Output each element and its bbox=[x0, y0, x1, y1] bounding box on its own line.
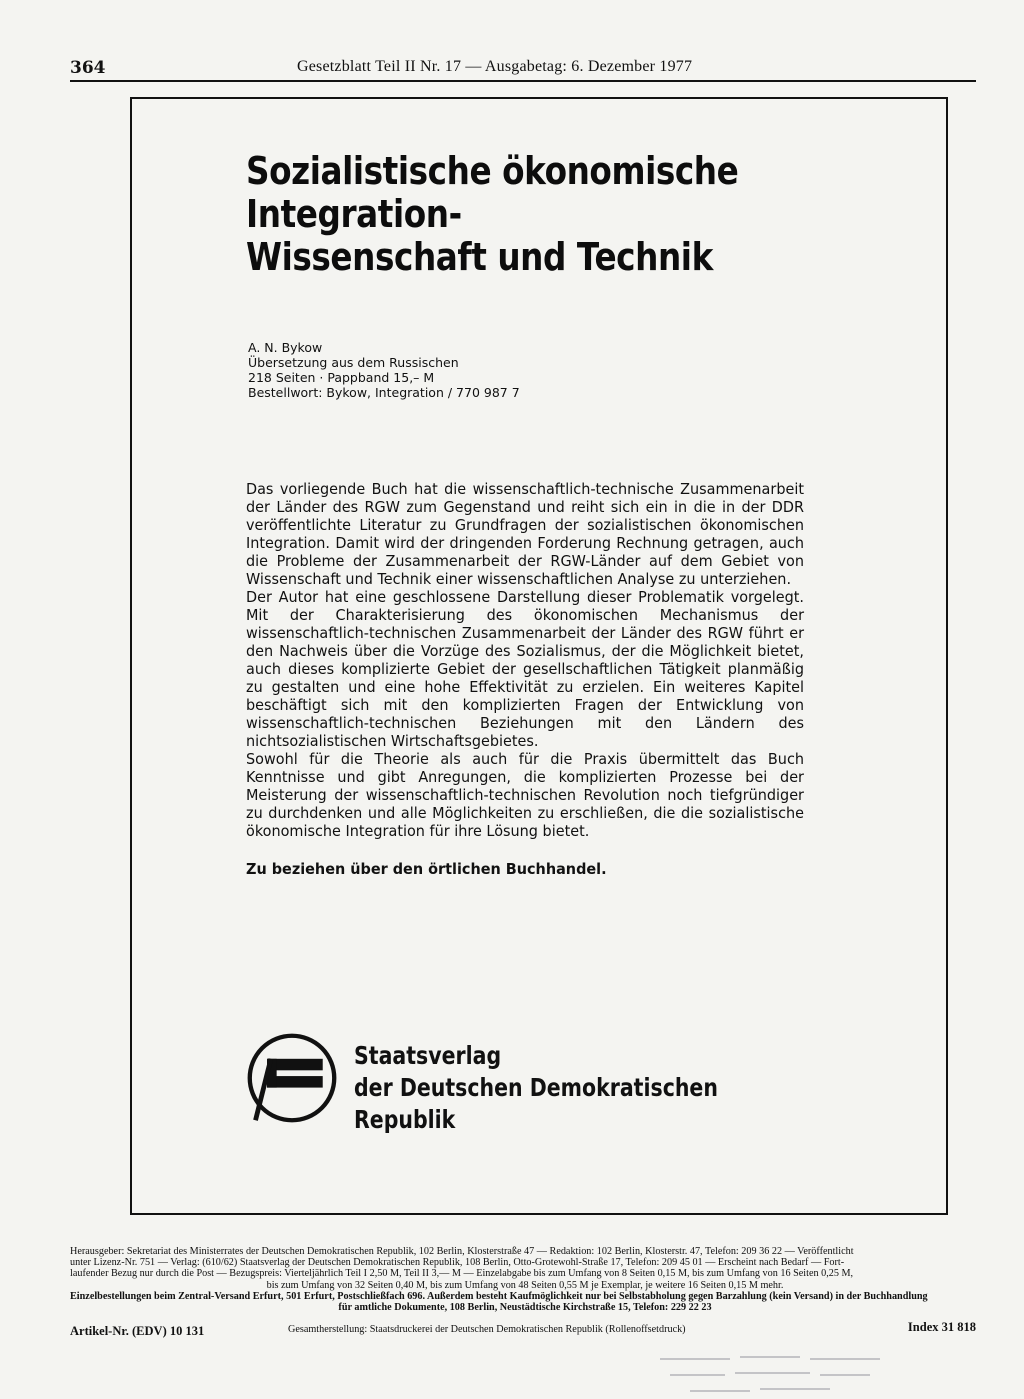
index-number: Index 31 818 bbox=[907, 1320, 976, 1334]
book-author: A. N. Bykow bbox=[248, 340, 323, 355]
paragraph: Das vorliegende Buch hat die wissenschaftlich-technische Zusammenarbeit der Länder des RGW zum Gegenstand und reiht sich ein in die in der DDR veröffentlichte Literatur zu Grundfragen der sozialistischen ökonomischen Integration. Damit wird der dringenden Forderung Rechnung getragen, auch die Probleme der Zusammenarbeit der RGW-Länder auf dem Gebiet von Wissenschaft und Technik einer wissenschaftlichen Analyse zu unterziehen. bbox=[246, 480, 804, 588]
article-number: Artikel-Nr. (EDV) 10 131 bbox=[70, 1324, 205, 1338]
header-rule bbox=[70, 80, 976, 82]
page-number: 364 bbox=[70, 58, 106, 78]
header-title: Gesetzblatt Teil II Nr. 17 — Ausgabetag: 6. Dezember 1977 bbox=[297, 58, 693, 75]
printer-line: Gesamtherstellung: Staatsdruckerei der Deutschen Demokratischen Republik (Rollenoffsetdruck) bbox=[288, 1324, 686, 1335]
paragraph: Der Autor hat eine geschlossene Darstellung dieser Problematik vorgelegt. Mit der Charakterisierung des ökonomischen Mechanismus der wissenschaftlich-technischen Zusammenarbeit der Länder des RGW führt er den Nachweis über die Vorzüge des Sozialismus, der die Möglichkeit bietet, auch dieses komplizierte Gebiet der gesellschaftlichen Tätigkeit planmäßig zu gestalten und eine hohe Effektivität zu erzielen. Ein weiteres Kapitel beschäftigt sich mit den komplizierten Fragen der Entwicklung von wissenschaftlich-technischen Beziehungen mit den Ländern des nichtsozialistischen Wirtschaftsgebietes. bbox=[246, 588, 804, 750]
call-to-action: Zu beziehen über den örtlichen Buchhandel. bbox=[246, 860, 607, 878]
imprint-line: unter Lizenz-Nr. 751 — Verlag: (610/62) Staatsverlag der Deutschen Demokratischen Republik, 108 Berlin, Otto-Grotewohl-Straße 17, Telefon: 209 45 01 — Erscheint nach Bedarf — Fort- bbox=[70, 1257, 845, 1269]
publisher-line: Staatsverlag bbox=[354, 1041, 502, 1070]
publisher-logo-icon bbox=[244, 1030, 340, 1126]
publisher-line: Republik bbox=[354, 1105, 456, 1134]
imprint-line: laufender Bezug nur durch die Post — Bezugspreis: Vierteljährlich Teil I 2,50 M, Teil II 3,— M — Einzelabgabe bis zum Umfang von 8 Seiten 0,15 M, bis zum Umfang von 16 Seiten 0,25 M, bbox=[70, 1268, 854, 1280]
headline-line: Wissenschaft und Technik bbox=[246, 235, 713, 279]
book-format-price: 218 Seiten · Pappband 15,– M bbox=[248, 370, 435, 385]
imprint-line: für amtliche Dokumente, 108 Berlin, Neustädtische Kirchstraße 15, Telefon: 229 22 23 bbox=[338, 1302, 712, 1314]
book-translation: Übersetzung aus dem Russischen bbox=[248, 355, 459, 370]
book-info bbox=[248, 340, 520, 400]
description-text bbox=[246, 480, 804, 840]
publisher-name bbox=[354, 1040, 718, 1136]
headline bbox=[246, 150, 779, 279]
paragraph: Sowohl für die Theorie als auch für die Praxis übermittelt das Buch Kenntnisse und gibt Anregungen, die komplizierten Prozesse bei der Meisterung der wissenschaftlich-technischen Revolution noch tiefgründiger zu durchdenken und alle Möglichkeiten zu erschließen, die die sozialistische ökonomische Integration für ihre Lösung bietet. bbox=[246, 750, 804, 840]
imprint-line: bis zum Umfang von 32 Seiten 0,40 M, bis zum Umfang von 48 Seiten 0,55 M je Exemplar, je weitere 16 Seiten 0,15 M mehr. bbox=[266, 1279, 784, 1291]
imprint-line: Herausgeber: Sekretariat des Ministerrates der Deutschen Demokratischen Republik, 102 Berlin, Klosterstraße 47 — Redaktion: 102 Berlin, Klosterstr. 47, Telefon: 209 36 22 — Veröffentlicht bbox=[70, 1246, 854, 1257]
library-stamp-mark bbox=[650, 1345, 890, 1399]
imprint bbox=[70, 1246, 980, 1313]
footer-row bbox=[70, 1318, 976, 1338]
imprint-line: Einzelbestellungen beim Zentral-Versand Erfurt, 501 Erfurt, Postschließfach 696. Außerdem besteht Kaufmöglichkeit nur bei Selbstabholung gegen Barzahlung (kein Versand) in der Buchhandlung bbox=[70, 1290, 928, 1302]
headline-line: Integration- bbox=[246, 192, 462, 236]
publisher-line: der Deutschen Demokratischen bbox=[354, 1073, 718, 1102]
book-order-code: Bestellwort: Bykow, Integration / 770 987 7 bbox=[248, 385, 520, 400]
headline-line: Sozialistische ökonomische bbox=[246, 149, 739, 193]
